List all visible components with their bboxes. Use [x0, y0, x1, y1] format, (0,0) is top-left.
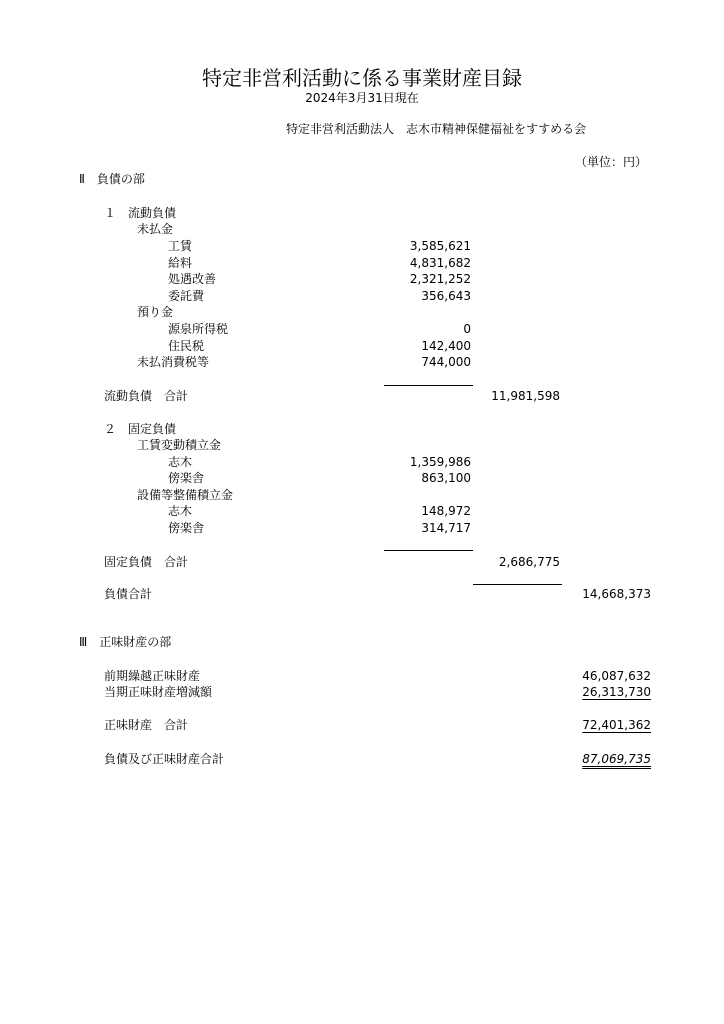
line-item-label: 給料 [168, 256, 193, 270]
wage-reserve-label: 工賃変動積立金 [137, 438, 222, 452]
net-assets-total [491, 718, 651, 732]
grand-total-value: 87,069,735 [582, 752, 651, 766]
subtotal-rule [384, 385, 473, 386]
line-item-label: 傍楽舎 [168, 521, 205, 535]
liabilities-total: 14,668,373 [582, 587, 651, 601]
line-item-label: 処遇改善 [168, 272, 217, 286]
subtotal-rule [473, 584, 562, 585]
line-item-amount: 0 [463, 322, 471, 336]
line-item-label: 傍楽舎 [168, 471, 205, 485]
grand-total [491, 752, 651, 766]
previous-net-assets: 46,087,632 [582, 669, 651, 683]
line-item-amount: 148,972 [421, 504, 471, 518]
deposits-received-label: 預り金 [137, 305, 174, 319]
line-item-amount: 314,717 [421, 521, 471, 535]
liabilities-total-label: 負債合計 [104, 587, 153, 601]
unit-label: （単位：円） [575, 155, 648, 169]
fixed-liabilities-heading: ２ 固定負債 [104, 422, 177, 436]
line-item-amount: 3,585,621 [409, 239, 471, 253]
equipment-reserve-label: 設備等整備積立金 [137, 488, 234, 502]
line-item-label: 源泉所得税 [168, 322, 229, 336]
line-item-label: 未払消費税等 [137, 355, 210, 369]
line-item-label: 志木 [168, 455, 193, 469]
line-item-label: 住民税 [168, 339, 205, 353]
document-title: 特定非営利活動に係る事業財産目録 [202, 66, 522, 90]
net-assets-change [491, 685, 651, 699]
accounts-payable-label: 未払金 [137, 222, 174, 236]
line-item-amount: 744,000 [421, 355, 471, 369]
line-item-amount: 863,100 [421, 471, 471, 485]
net-assets-change-value: 26,313,730 [582, 685, 651, 699]
document-date: 2024年3月31日現在 [305, 91, 419, 105]
line-item-amount: 142,400 [421, 339, 471, 353]
subtotal-rule [384, 550, 473, 551]
net-assets-section-heading: Ⅲ 正味財産の部 [79, 635, 172, 649]
net-assets-change-label: 当期正味財産増減額 [104, 685, 213, 699]
previous-net-assets-label: 前期繰越正味財産 [104, 669, 201, 683]
line-item-amount: 4,831,682 [409, 256, 471, 270]
line-item-amount: 1,359,986 [409, 455, 471, 469]
line-item-amount: 356,643 [421, 289, 471, 303]
line-item-label: 工賃 [168, 239, 193, 253]
current-liabilities-total-label: 流動負債 合計 [104, 389, 189, 403]
line-item-label: 志木 [168, 504, 193, 518]
line-item-label: 委託費 [168, 289, 205, 303]
line-item-amount: 2,321,252 [409, 272, 471, 286]
fixed-liabilities-total-label: 固定負債 合計 [104, 555, 189, 569]
organization-name: 特定非営利活動法人 志木市精神保健福祉をすすめる会 [286, 122, 587, 136]
fixed-liabilities-total: 2,686,775 [498, 555, 560, 569]
grand-total-label: 負債及び正味財産合計 [104, 752, 225, 766]
current-liabilities-total: 11,981,598 [491, 389, 560, 403]
current-liabilities-heading: １ 流動負債 [104, 206, 177, 220]
net-assets-total-value: 72,401,362 [582, 718, 651, 732]
net-assets-total-label: 正味財産 合計 [104, 718, 189, 732]
liabilities-section-heading: Ⅱ 負債の部 [79, 172, 145, 186]
